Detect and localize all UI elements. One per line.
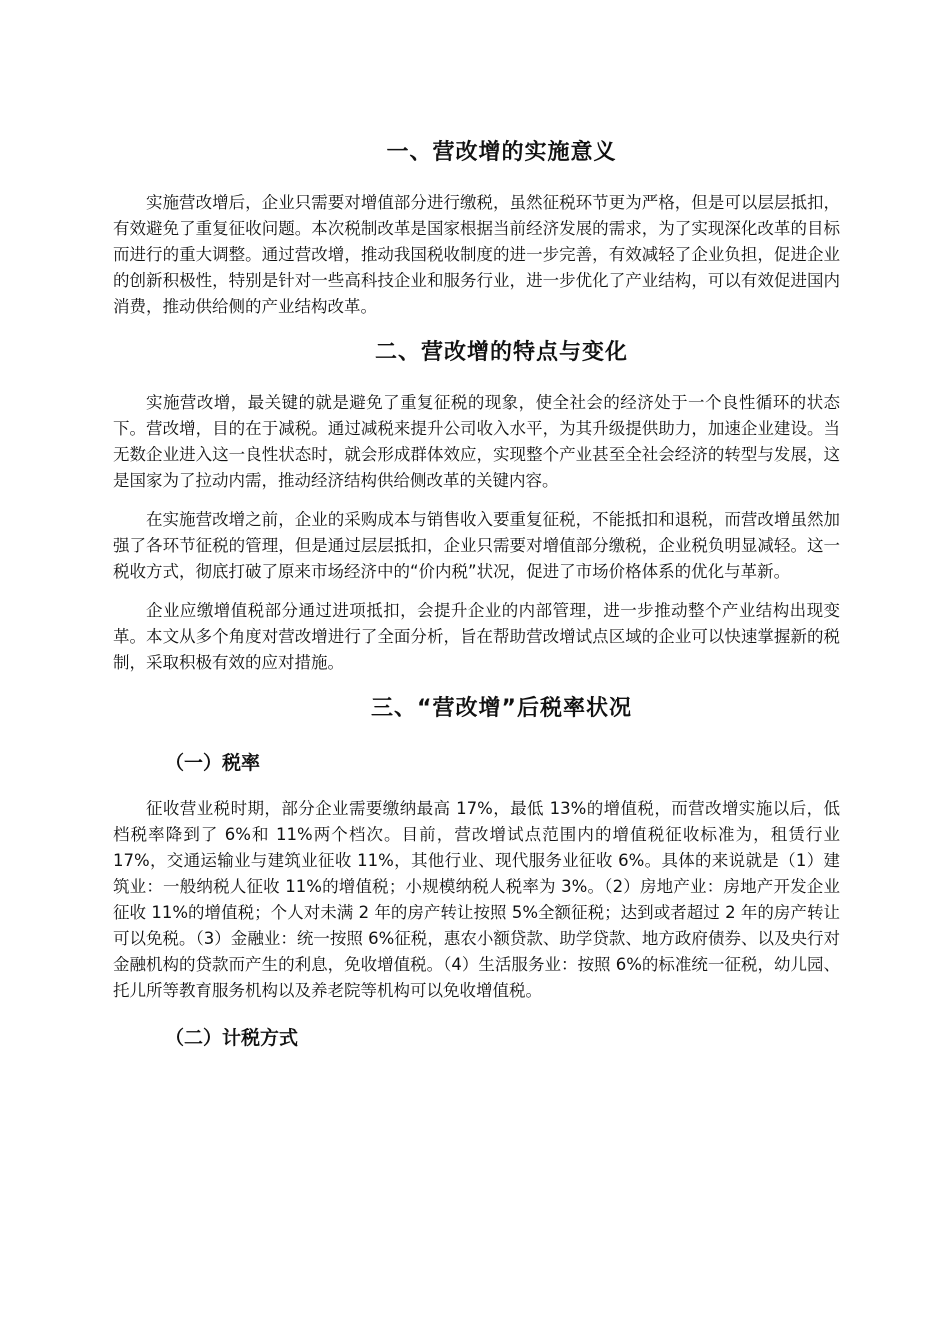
subsection-heading-tax-rate: （一）税率 bbox=[165, 752, 261, 774]
section-heading-2: 二、营改增的特点与变化 bbox=[374, 340, 628, 365]
section-heading-3: 三、“营改增”后税率状况 bbox=[371, 696, 632, 721]
paragraph: 实施营改增，最关键的就是避免了重复征税的现象，使全社会的经济处于一个良性循环的状态下。营改增，目的在于减税。通过减税来提升公司收入水平，为其升级提供助力，加速企业建设。当无数企业进入这一良性状态时，就会形成群体效应，实现整个产业甚至全社会经济的转型与发展，这是国家为了拉动内需，推动经济结构供给侧改革的关键内容。 bbox=[113, 393, 840, 490]
section-heading-1: 一、营改增的实施意义 bbox=[386, 140, 617, 165]
subsection-heading-tax-method: （二）计税方式 bbox=[165, 1027, 299, 1049]
paragraph: 企业应缴增值税部分通过进项抵扣，会提升企业的内部管理，进一步推动整个产业结构出现变革。本文从多个角度对营改增进行了全面分析，旨在帮助营改增试点区域的企业可以快速掌握新的税制，采取积极有效的应对措施。 bbox=[113, 601, 840, 672]
paragraph: 实施营改增后，企业只需要对增值部分进行缴税，虽然征税环节更为严格，但是可以层层抵扣，有效避免了重复征收问题。本次税制改革是国家根据当前经济发展的需求，为了实现深化改革的目标而进行的重大调整。通过营改增，推动我国税收制度的进一步完善，有效减轻了企业负担，促进企业的创新积极性，特别是针对一些高科技企业和服务行业，进一步优化了产业结构，可以有效促进国内消费，推动供给侧的产业结构改革。 bbox=[113, 193, 840, 316]
paragraph: 征收营业税时期，部分企业需要缴纳最高 17%，最低 13%的增值税，而营改增实施以后，低档税率降到了 6%和 11%两个档次。目前，营改增试点范围内的增值税征收标准为，租赁行业 17%，交通运输业与建筑业征收 11%，其他行业、现代服务业征收 6%。具体的来说就是（1）建筑业：一般纳税人征收 11%的增值税；小规模纳税人税率为 3%。（2）房地产业：房地产开发企业征收 11%的增值税；个人对未满 2 年的房产转让按照 5%全额征税；达到或者超过 2 年的房产转让可以免税。（3）金融业：统一按照 6%征税，惠农小额贷款、助学贷款、地方政府债券、以及央行对金融机构的贷款而产生的利息，免收增值税。（4）生活服务业：按照 6%的标准统一征税，幼儿园、托儿所等教育服务机构以及养老院等机构可以免收增值税。 bbox=[113, 799, 840, 1000]
paragraph: 在实施营改增之前，企业的采购成本与销售收入要重复征税，不能抵扣和退税，而营改增虽然加强了各环节征税的管理，但是通过层层抵扣，企业只需要对增值部分缴税，企业税负明显减轻。这一税收方式，彻底打破了原来市场经济中的“价内税”状况，促进了市场价格体系的优化与革新。 bbox=[113, 510, 840, 581]
document-body bbox=[113, 132, 840, 1058]
